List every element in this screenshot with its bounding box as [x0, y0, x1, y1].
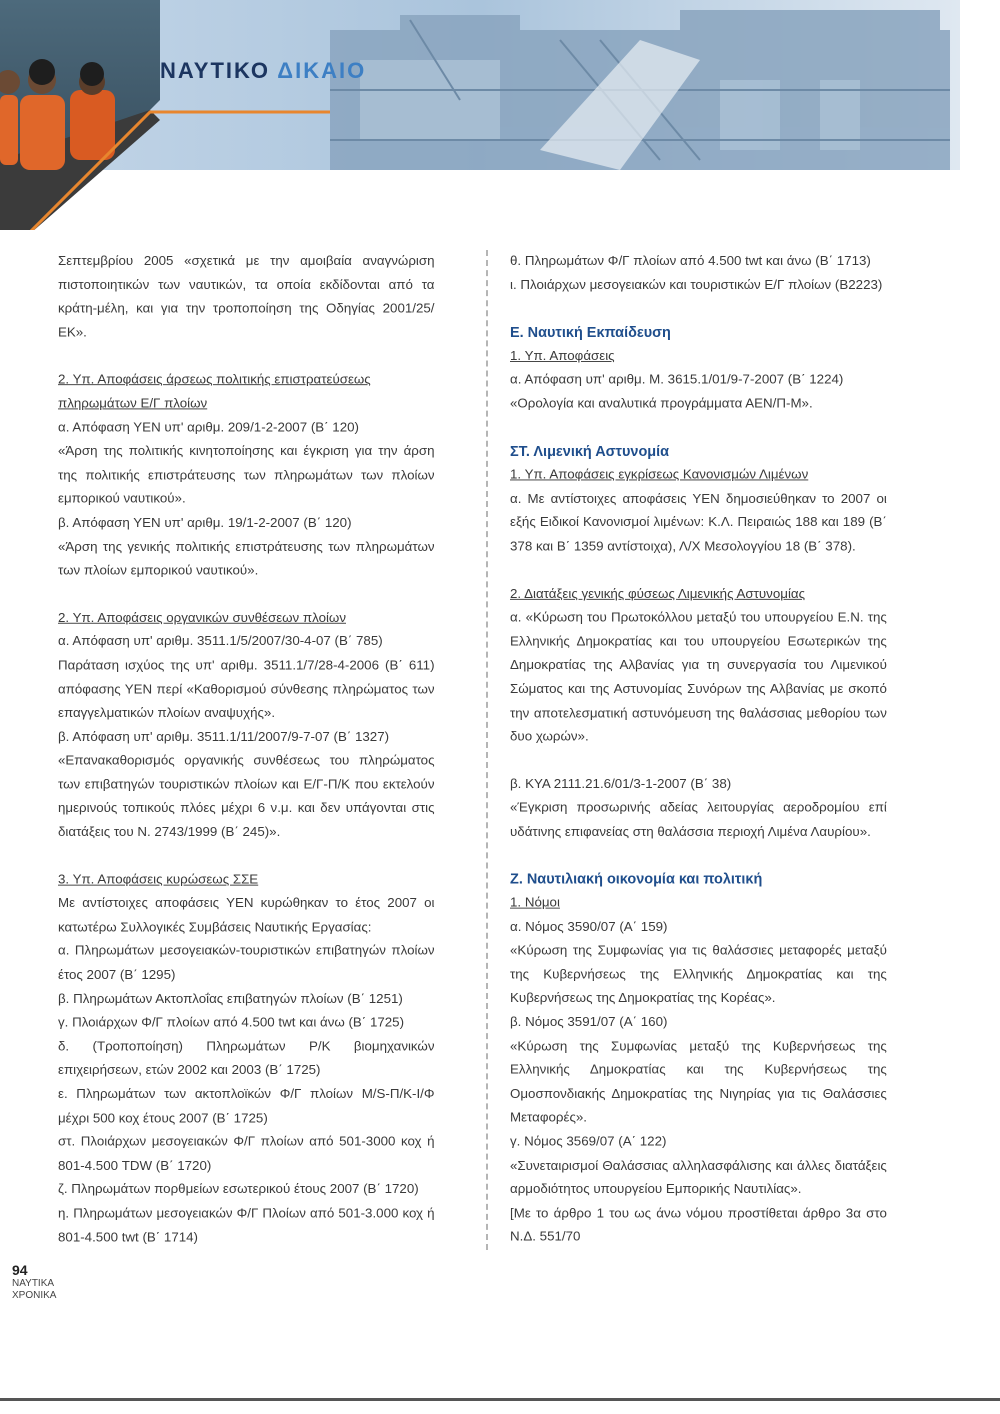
- list-item: α. Νόμος 3590/07 (Α΄ 159): [510, 919, 668, 935]
- list-item: ε. Πληρωμάτων των ακτοπλοϊκών Φ/Γ πλοίων Μ/S-Π/Κ-Ι/Φ μέχρι 500 κοχ έτους 2007 (Β΄ 1725): [58, 1086, 435, 1126]
- quote-paragraph: «Επανακαθορισμός οργανικής συνθέσεως του πληρώματος των επιβατηγών τουριστικών πλοίων και Ε/Γ-Π/Κ που εκτελούν ημερινούς τοπικούς πλόες μέχρι 6 ν.μ. και δεν υπάγονται στις διατάξεις του Ν. 2743/1999 (Β΄ 245)».: [58, 753, 435, 840]
- section-heading: ΣΤ. Λιμενική Αστυνομία: [510, 443, 670, 460]
- list-item: α. Πληρωμάτων μεσογειακών-τουριστικών επιβατηγών πλοίων έτος 2007 (Β΄ 1295): [58, 943, 435, 983]
- subsection-heading: 2. Διατάξεις γενικής φύσεως Λιμενικής Αστυνομίας: [510, 586, 806, 602]
- list-item: β. Πληρωμάτων Ακτοπλοΐας επιβατηγών πλοίων (Β΄ 1251): [58, 991, 403, 1007]
- list-item: β. Νόμος 3591/07 (Α΄ 160): [510, 1014, 668, 1030]
- quote-paragraph: «Κύρωση της Συμφωνίας μεταξύ της Κυβερνήσεως της Ελληνικής Δημοκρατίας και της Κυβερνήσεως της Ομοσπονδιακής Δημοκρατίας της Νιγηρίας για τις Θαλάσσιες Μεταφορές».: [510, 1038, 887, 1126]
- subsection-heading: 1. Νόμοι: [510, 895, 560, 911]
- list-item: γ. Πλοιάρχων Φ/Γ πλοίων από 4.500 twt και άνω (Β΄ 1725): [58, 1015, 405, 1031]
- quote-paragraph: «Κύρωση της Συμφωνίας για τις θαλάσσιες μεταφορές μεταξύ της Κυβερνήσεως της Ελληνικής Δημοκρατίας και της Κυβερνήσεως της Δημοκρατίας της Κορέας».: [510, 943, 887, 1007]
- quote-paragraph: «Συνεταιρισμοί Θαλάσσιας αλληλασφάλισης και άλλες διατάξεις αρμοδιότητος υπουργείου Εμπορικής Ναυτιλίας».: [510, 1158, 887, 1198]
- section-heading: Ζ. Ναυτιλιακή οικονομία και πολιτική: [510, 871, 763, 888]
- header-banner: [0, 0, 960, 230]
- magazine-name-line1: ΝΑΥΤΙΚΑ: [12, 1278, 55, 1289]
- quote-paragraph: «Άρση της πολιτικής κινητοποίησης και έγκριση για την άρση της πολιτικής επιστράτευσης των πληρωμάτων των πλοίων εμπορικού ναυτικού».: [58, 443, 435, 507]
- list-item: γ. Νόμος 3569/07 (Α΄ 122): [510, 1134, 667, 1150]
- column-divider: [486, 250, 488, 1250]
- list-item: α. Απόφαση ΥΕΝ υπ' αριθμ. 209/1-2-2007 (Β΄ 120): [58, 420, 359, 436]
- list-item: β. Απόφαση υπ' αριθμ. 3511.1/11/2007/9-7-07 (Β΄ 1327): [58, 729, 390, 745]
- title-accent: ΔΙΚΑΙΟ: [277, 58, 367, 83]
- paragraph: Σεπτεμβρίου 2005 «σχετικά με την αμοιβαία αναγνώριση πιστοποιητικών των ναυτικών, τα οποία εκδίδονται από τα κράτη-μέλη, και για την τροποποίηση της Οδηγίας 2001/25/ ΕΚ».: [58, 253, 435, 341]
- paragraph: Με αντίστοιχες αποφάσεις ΥΕΝ κυρώθηκαν το έτος 2007 οι κατωτέρω Συλλογικές Συμβάσεις Ναυτικής Εργασίας:: [58, 896, 435, 935]
- subsection-heading: 3. Υπ. Αποφάσεις κυρώσεως ΣΣΕ: [58, 872, 259, 888]
- list-item: β. Απόφαση ΥΕΝ υπ' αριθμ. 19/1-2-2007 (Β΄ 120): [58, 515, 352, 531]
- section-heading: Ε. Ναυτική Εκπαίδευση: [510, 324, 671, 341]
- list-item: α. Απόφαση υπ' αριθμ. Μ. 3615.1/01/9-7-2007 (Β΄ 1224): [510, 372, 844, 388]
- title-main: ΝΑΥΤΙΚΟ: [160, 58, 270, 83]
- subsection-heading: 2. Υπ. Αποφάσεις άρσεως πολιτικής επιστρατεύσεως πληρωμάτων Ε/Γ πλοίων: [58, 372, 371, 412]
- bottom-rule: [0, 1398, 1000, 1401]
- list-item: η. Πληρωμάτων μεσογειακών Φ/Γ Πλοίων από 501-3.000 κοχ ή 801-4.500 twt (Β΄ 1714): [58, 1206, 435, 1245]
- subsection-heading: 1. Υπ. Αποφάσεις εγκρίσεως Κανονισμών Λιμένων: [510, 467, 809, 483]
- page-number: 94: [12, 1262, 28, 1278]
- page-footer: [12, 1262, 56, 1302]
- list-item: στ. Πλοιάρχων μεσογειακών Φ/Γ πλοίων από 501-3000 κοχ ή 801-4.500 TDW (Β΄ 1720): [58, 1134, 435, 1174]
- right-column: [510, 250, 887, 1250]
- subsection-heading: 1. Υπ. Αποφάσεις: [510, 348, 615, 364]
- quote-paragraph: «Άρση της γενικής πολιτικής επιστράτευσης των πληρωμάτων των πλοίων εμπορικού ναυτικού».: [58, 539, 435, 579]
- paragraph: Παράταση ισχύος της υπ' αριθμ. 3511.1/7/28-4-2006 (Β΄ 611) απόφασης ΥΕΝ περί «Καθορισμού σύνθεσης πληρώματος των επαγγελματικών πλοίων αναψυχής».: [58, 658, 435, 721]
- paragraph: [Με το άρθρο 1 του ως άνω νόμου προστίθεται άρθρο 3α στο Ν.Δ. 551/70: [510, 1205, 887, 1245]
- quote-paragraph: α. «Κύρωση του Πρωτοκόλλου μεταξύ του υπουργείου Ε.Ν. της Ελληνικής Δημοκρατίας και του υπουργείου Εσωτερικών της Δημοκρατίας της Αλβανίας για τη συνεργασία του Λιμενικού Σώματος και της Αστυνομίας Συνόρων της Αλβανίας με σκοπό την αποτελεσματική αστυνόμευση της θαλάσσιας μεθορίου των δυο χωρών».: [510, 610, 887, 745]
- subsection-heading: 2. Υπ. Αποφάσεις οργανικών συνθέσεων πλοίων: [58, 610, 347, 626]
- list-item: α. Απόφαση υπ' αριθμ. 3511.1/5/2007/30-4-07 (Β΄ 785): [58, 634, 383, 650]
- banner-photo: [0, 0, 960, 230]
- magazine-name-line2: ΧΡΟΝΙΚΑ: [12, 1290, 57, 1301]
- list-item: δ. (Τροποποίηση) Πληρωμάτων Ρ/Κ βιομηχανικών επιχειρήσεων, ετών 2002 και 2003 (Β΄ 1725): [58, 1039, 435, 1078]
- quote-paragraph: «Έγκριση προσωρινής αδείας λειτουργίας αεροδρομίου επί υδάτινης επιφανείας στη θαλάσσια περιοχή Λιμένα Λαυρίου».: [510, 800, 887, 840]
- list-item: θ. Πληρωμάτων Φ/Γ πλοίων από 4.500 twt και άνω (Β΄ 1713): [510, 253, 871, 269]
- page-title: [160, 58, 366, 84]
- list-item: ζ. Πληρωμάτων πορθμείων εσωτερικού έτους 2007 (Β΄ 1720): [58, 1182, 419, 1198]
- paragraph: α. Με αντίστοιχες αποφάσεις ΥΕΝ δημοσιεύθηκαν το 2007 οι εξής Ειδικοί Κανονισμοί λιμένων: Κ.Λ. Πειραιώς 188 και 189 (Β΄ 378 και Β΄ 1359 αντίστοιχα), Λ/Χ Μεσολογγίου 18 (Β΄ 378).: [510, 491, 887, 555]
- left-column: [58, 250, 435, 1250]
- list-item: β. ΚΥΑ 2111.21.6/01/3-1-2007 (Β΄ 38): [510, 776, 732, 792]
- list-item: ι. Πλοιάρχων μεσογειακών και τουριστικών Ε/Γ πλοίων (Β2223): [510, 277, 883, 293]
- quote-paragraph: «Ορολογία και αναλυτικά προγράμματα ΑΕΝ/Π-Μ».: [510, 396, 813, 412]
